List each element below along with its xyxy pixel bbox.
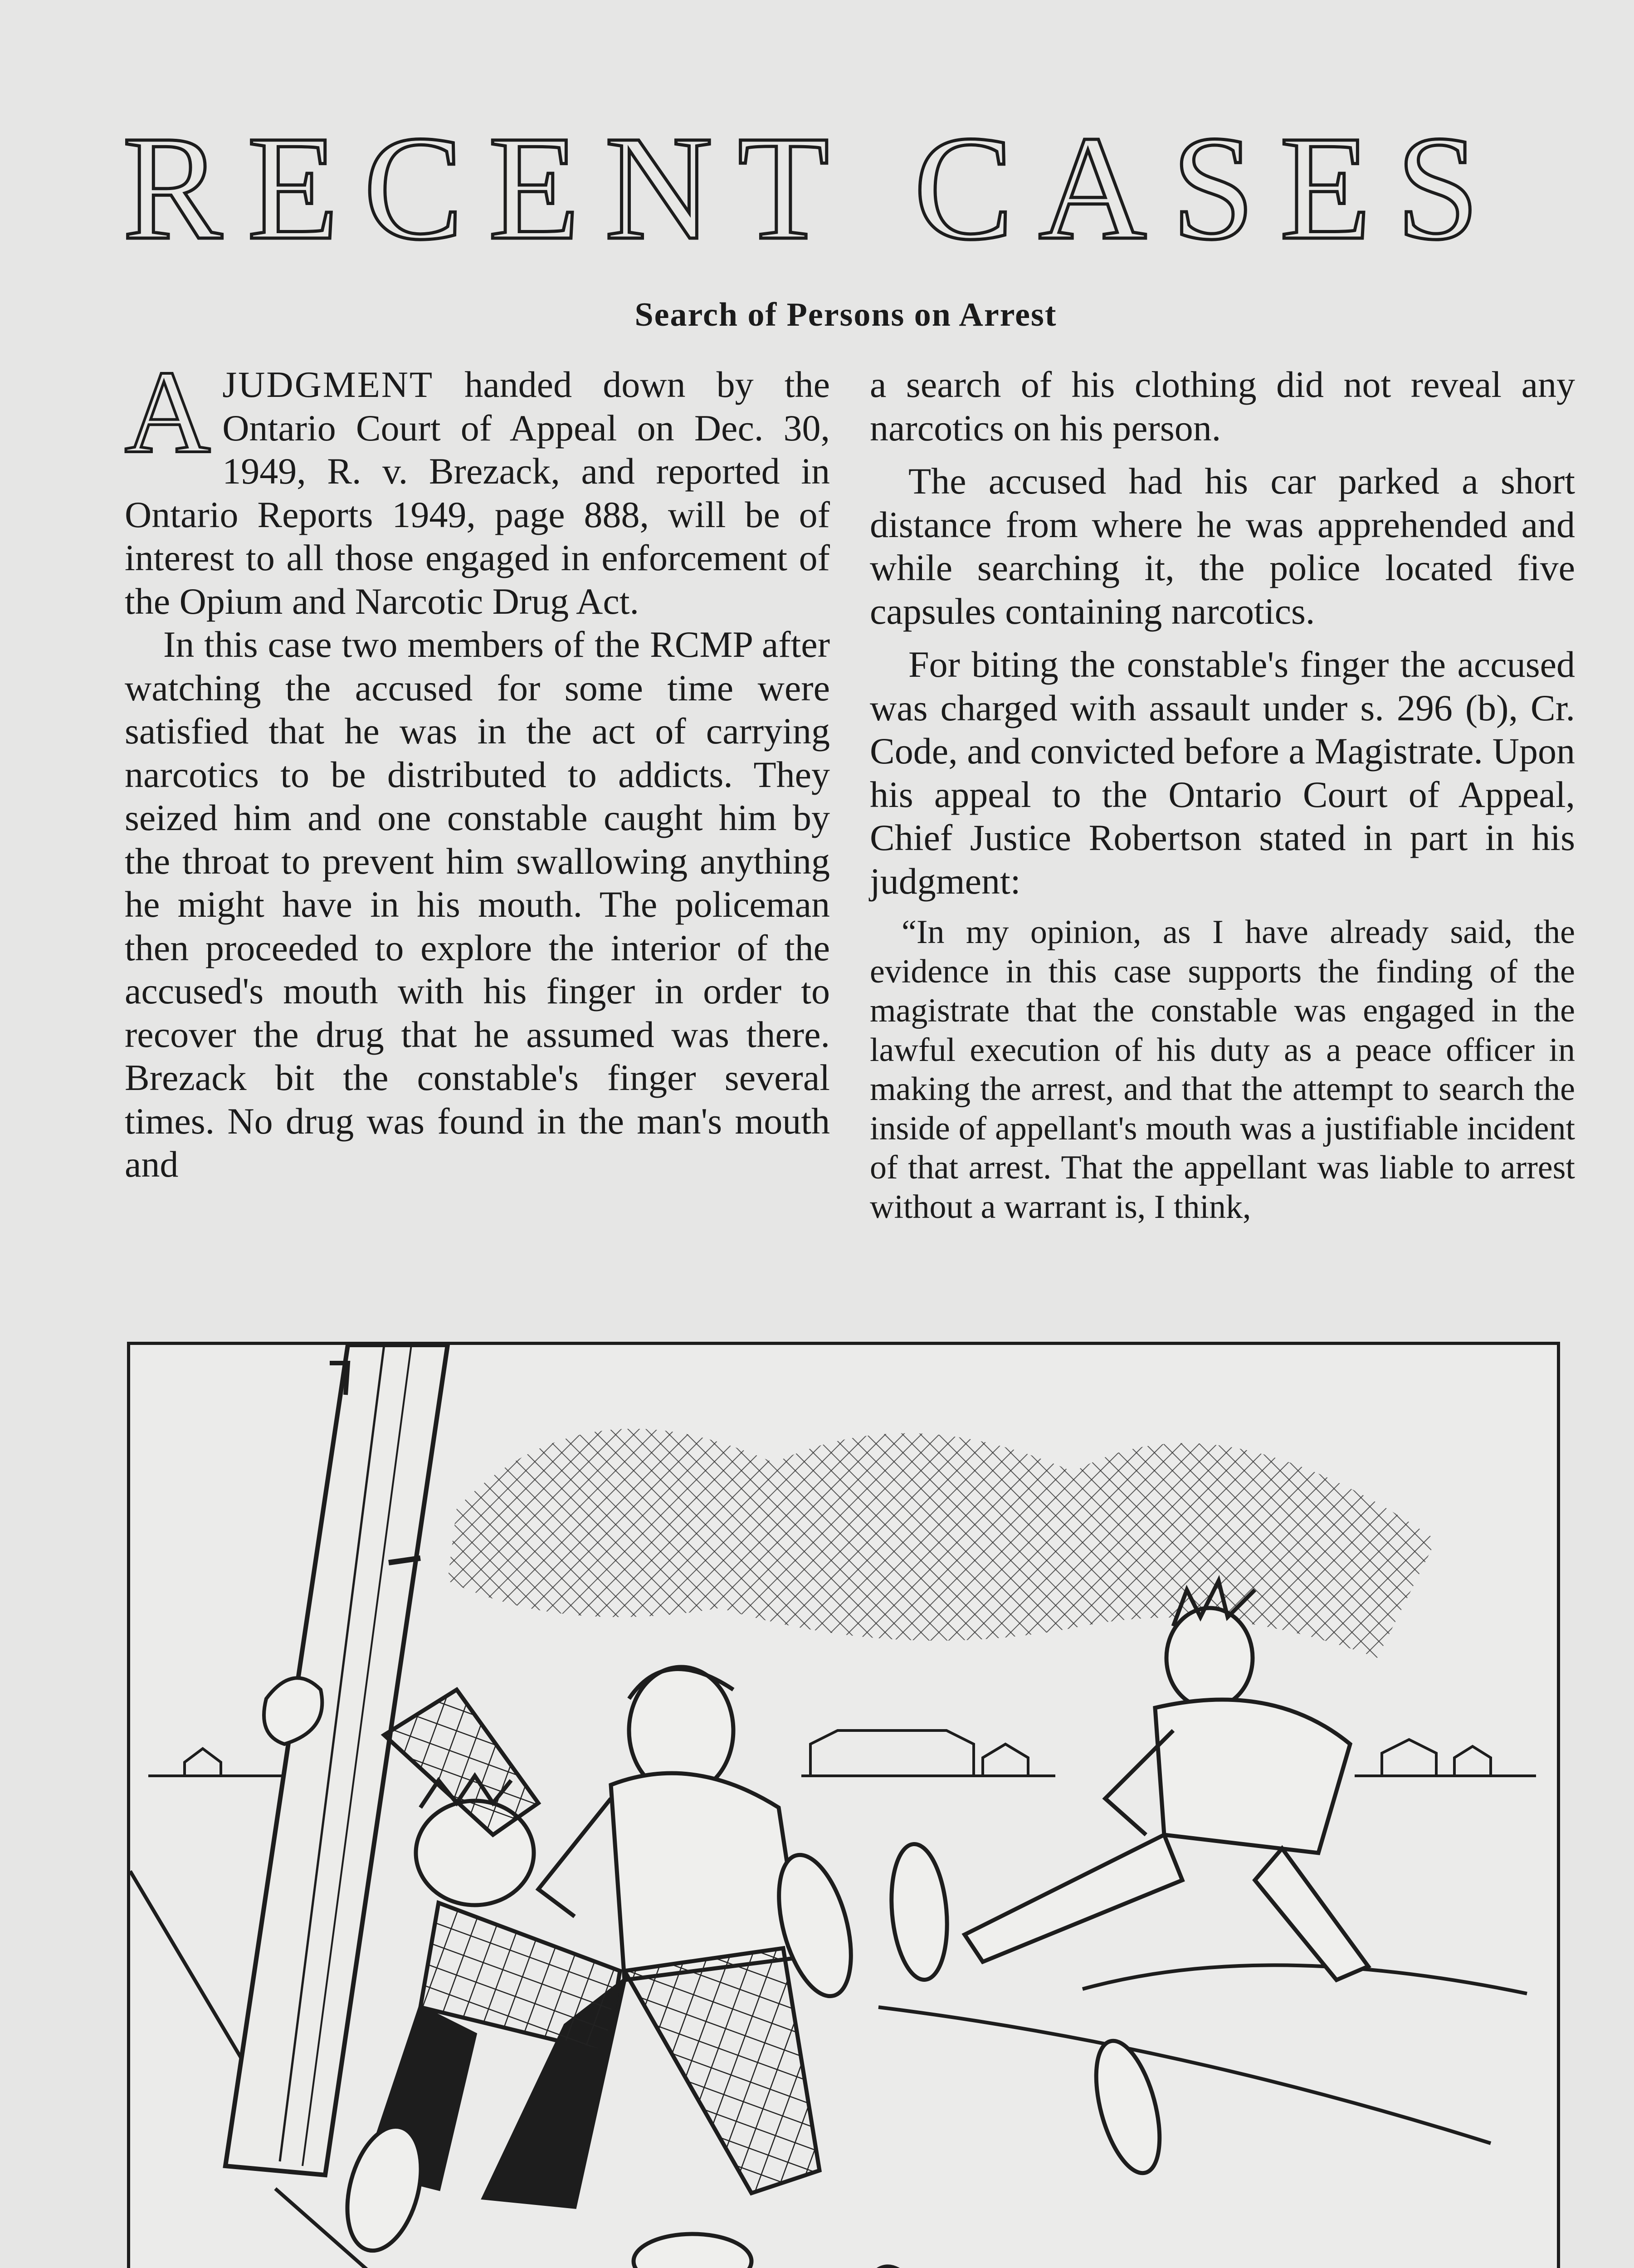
paragraph-3: a search of his clothing did not reveal any narcotics on his person. bbox=[870, 364, 1575, 449]
cartoon-drawing bbox=[130, 1345, 1557, 2268]
paragraph-1 bbox=[125, 346, 830, 623]
paragraph-2: In this case two members of the RCMP after watching the accused for some time were satisfied that he was in the act of carrying narcotics to be distributed to addicts. They seized him and one constable caught him by the throat to prevent him swallowing anything he might have in his mouth. The policeman then proceeded to explore the interior of the accused's mouth with his finger in order to recover the drug that he assumed was there. Brezack bit the constable's finger several times. No drug was found in the man's mouth and bbox=[125, 624, 830, 1185]
planted-boot bbox=[851, 2261, 942, 2268]
second-constable-figure bbox=[965, 1581, 1368, 1980]
lead-smallcaps: JUDGMENT bbox=[222, 364, 434, 405]
drop-cap: A bbox=[125, 346, 211, 478]
judgment-quote: “In my opinion, as I have already said, the evidence in this case supports the finding of the magistrate that the constable was engaged in the lawful execution of his duty as a peace officer in making the arrest, and that the attempt to search the inside of appellant's mouth was a justifiable incident of that arrest. That the appellant was liable to arrest without a warrant is, I think, bbox=[870, 914, 1575, 1226]
article-column-left bbox=[125, 346, 830, 1186]
paragraph-1-text: handed down by the Ontario Court of Appeal on Dec. 30, 1949, R. v. Brezack, and reported in Ontario Reports 1949, page 888, will be of interest to all those engaged in enforcement of the Opium and Narcotic Drug Act. bbox=[125, 364, 830, 622]
paragraph-4: The accused had his car parked a short distance from where he was apprehended and while searching it, the police located five capsules containing narcotics. bbox=[870, 460, 1575, 632]
article-column-right bbox=[870, 363, 1575, 1227]
sky-hatching bbox=[448, 1429, 1436, 1658]
page-title: RECENT CASES bbox=[122, 105, 1504, 271]
shoe bbox=[634, 2234, 751, 2268]
section-heading: Search of Persons on Arrest bbox=[634, 296, 1057, 333]
cartoon-illustration bbox=[127, 1342, 1560, 2268]
kicking-boot bbox=[886, 1842, 952, 1982]
paragraph-5: For biting the constable's finger the accused was charged with assault under s. 296 (b), Cr. Code, and convicted before a Magistrate. Upon his appeal to the Ontario Court of Appeal, Chief Justice Robertson stated in part in his judgment: bbox=[870, 644, 1575, 902]
